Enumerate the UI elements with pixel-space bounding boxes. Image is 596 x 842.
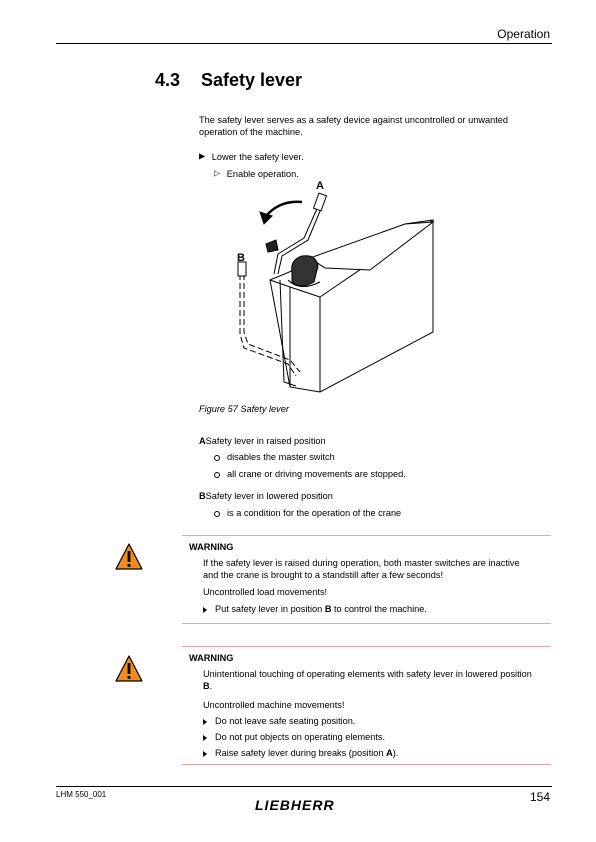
legend-key-a: A	[199, 436, 206, 446]
instruction-step	[199, 150, 304, 163]
bullet-text: all crane or driving movements are stopped.	[227, 469, 406, 479]
circle-bullet-icon	[214, 511, 220, 517]
legend-item-a	[199, 435, 326, 447]
figure-caption: Figure 57 Safety lever	[199, 404, 289, 414]
warning-heading: WARNING	[189, 653, 234, 663]
action-arrow-icon	[203, 735, 207, 741]
legend-a-bullet-2	[214, 468, 406, 480]
warning-text: If the safety lever is raised during operation, both master switches are inactive and the crane is brought to a standstill after a few seconds!	[203, 558, 520, 580]
step-triangle-icon: ▶	[199, 151, 206, 161]
action-arrow-icon	[203, 719, 207, 725]
circle-bullet-icon	[214, 472, 220, 478]
warning-text-bold: B	[203, 681, 210, 691]
section-number: 4.3	[155, 70, 181, 90]
action-text-end: to control the machine.	[331, 604, 427, 614]
safety-lever-figure	[230, 182, 435, 394]
action-bold: B	[324, 604, 332, 614]
action-arrow-icon	[203, 607, 207, 613]
circle-bullet-icon	[214, 455, 220, 461]
legend-a-bullet-1	[214, 451, 335, 463]
result-triangle-icon: ▷	[214, 168, 221, 178]
warning-box-2	[182, 646, 551, 765]
safety-lever-illustration	[230, 182, 435, 394]
warning-action	[203, 715, 355, 727]
header-section-title: Operation	[497, 27, 550, 41]
legend-text-a: Safety lever in raised position	[205, 436, 326, 446]
action-text: Put safety lever in position	[215, 604, 325, 614]
warning-action	[203, 603, 427, 615]
step-text: Lower the safety lever.	[211, 151, 304, 162]
action-text: Do not leave safe seating position.	[215, 716, 356, 726]
result-text: Enable operation.	[226, 168, 299, 179]
section-title: Safety lever	[201, 70, 303, 90]
instruction-result	[214, 167, 299, 180]
warning-text	[203, 668, 533, 692]
warning-consequence: Uncontrolled load movements!	[203, 587, 328, 597]
warning-action	[203, 731, 385, 743]
warning-text-post: .	[209, 681, 213, 691]
legend-text-b: Safety lever in lowered position	[205, 491, 333, 501]
legend-b-bullet-1	[214, 507, 401, 519]
header-rule	[56, 43, 552, 44]
action-bold: A	[386, 748, 393, 758]
bullet-text: is a condition for the operation of the crane	[227, 508, 402, 518]
warning-box-1	[182, 535, 551, 624]
warning-triangle-icon	[114, 542, 144, 572]
warning-heading: WARNING	[189, 542, 234, 552]
action-text-end: ).	[392, 748, 399, 758]
action-arrow-icon	[203, 751, 207, 757]
footer-page-number: 154	[529, 790, 550, 804]
warning-consequence: Uncontrolled machine movements!	[203, 700, 345, 710]
liebherr-logo: LIEBHERR	[255, 797, 335, 813]
bullet-text: disables the master switch	[227, 452, 335, 462]
warning-triangle-icon	[114, 654, 144, 684]
figure-label-a: A	[316, 180, 324, 192]
footer-doc-id: LHM 550_001	[56, 790, 107, 799]
legend-key-b: B	[199, 491, 206, 501]
intro-paragraph: The safety lever serves as a safety device against uncontrolled or unwanted operation of the machine.	[199, 115, 508, 137]
action-text: Do not put objects on operating elements.	[215, 732, 386, 742]
warning-text-pre: Unintentional touching of operating elements with safety lever in lowered position	[203, 669, 532, 679]
action-text: Raise safety lever during breaks (position	[215, 748, 387, 758]
legend-item-b	[199, 490, 333, 502]
warning-action	[203, 747, 398, 759]
figure-label-b: B	[237, 252, 245, 264]
footer-rule	[56, 786, 552, 787]
